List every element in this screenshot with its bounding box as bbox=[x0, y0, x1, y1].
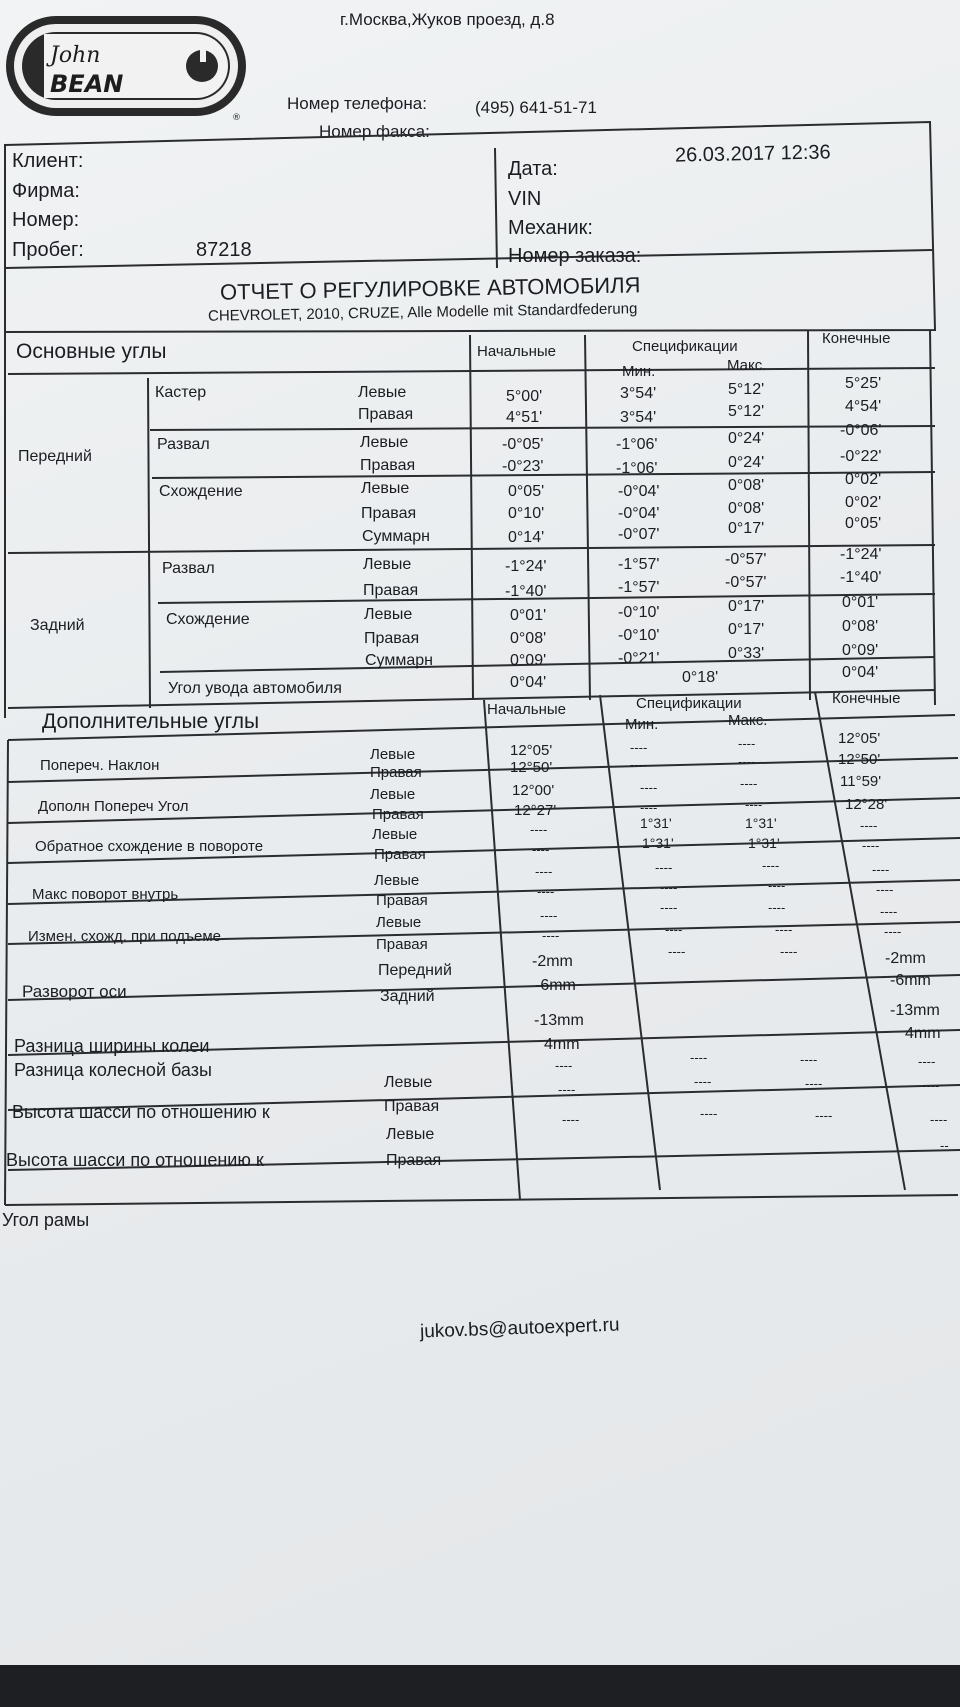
wheelbase-diff-final: 4mm bbox=[905, 1025, 941, 1042]
front-camber-right-initial: -0°23' bbox=[502, 458, 544, 475]
vin-label: VIN bbox=[508, 188, 542, 210]
ride-height-2-final-right: -- bbox=[940, 1138, 949, 1153]
max-turn-final-left: ---- bbox=[872, 862, 890, 877]
rear-camber-right-min: -1°57' bbox=[618, 579, 660, 596]
setback-rear-side: Задний bbox=[380, 988, 435, 1005]
front-camber-right-side: Правая bbox=[360, 457, 416, 474]
toe-lift-min-left: ---- bbox=[660, 900, 678, 915]
rear-camber-right-side: Правая bbox=[363, 582, 419, 599]
toe-out-left-side: Левые bbox=[372, 826, 418, 843]
ride-height-1-right-side: Правая bbox=[384, 1098, 440, 1115]
toe-lift-final-right: ---- bbox=[884, 924, 902, 939]
toe-lift-right-side: Правая bbox=[376, 936, 428, 953]
front-camber-right-min: -1°06' bbox=[616, 460, 658, 477]
rear-toe-right-min: -0°10' bbox=[618, 627, 660, 644]
company-address: г.Москва,Жуков проезд, д.8 bbox=[340, 10, 555, 29]
rear-camber-label: Развал bbox=[162, 560, 215, 577]
rear-toe-total-side: Суммарн bbox=[365, 652, 434, 669]
toe-out-initial-left: ---- bbox=[530, 822, 548, 837]
caster-label: Кастер bbox=[155, 384, 207, 401]
sai-min-left: ---- bbox=[630, 740, 648, 755]
max-turn-initial-left: ---- bbox=[535, 864, 553, 879]
extra-col-max: Макс. bbox=[728, 712, 768, 729]
front-toe-right-max: 0°08' bbox=[728, 500, 765, 517]
caster-right-max: 5°12' bbox=[728, 403, 765, 420]
max-turn-left-side: Левые bbox=[374, 872, 420, 889]
rear-camber-right-initial: -1°40' bbox=[505, 583, 547, 600]
footer-email: jukov.bs@autoexpert.ru bbox=[419, 1314, 620, 1343]
ride-height-1-initial-left: ---- bbox=[555, 1058, 573, 1073]
phone-label: Номер телефона: bbox=[287, 94, 427, 113]
rear-toe-total-initial: 0°09' bbox=[510, 652, 547, 669]
front-toe-total-final: 0°05' bbox=[845, 515, 882, 532]
ride-height-1-max-right: ---- bbox=[805, 1076, 823, 1091]
sai-max-right: ---- bbox=[738, 754, 756, 769]
setback-front-side: Передний bbox=[378, 962, 452, 979]
caster-left-final: 5°25' bbox=[845, 375, 882, 392]
front-toe-right-side: Правая bbox=[361, 505, 417, 522]
ride-height-1-left-side: Левые bbox=[384, 1074, 433, 1091]
thrust-angle-spec: 0°18' bbox=[682, 669, 719, 686]
rear-camber-right-final: -1°40' bbox=[840, 569, 882, 586]
front-camber-left-min: -1°06' bbox=[616, 436, 658, 453]
main-col-min: Мин. bbox=[622, 363, 656, 380]
rear-toe-right-initial: 0°08' bbox=[510, 630, 547, 647]
front-toe-total-min: -0°07' bbox=[618, 526, 660, 543]
rear-camber-left-initial: -1°24' bbox=[505, 558, 547, 575]
max-turn-initial-right: ---- bbox=[537, 884, 555, 899]
ride-height-1-max-left: ---- bbox=[800, 1052, 818, 1067]
rear-toe-right-final: 0°08' bbox=[842, 618, 879, 635]
front-toe-left-max: 0°08' bbox=[728, 477, 765, 494]
sai-label: Попереч. Наклон bbox=[40, 757, 160, 774]
setback-final-front: -2mm bbox=[885, 950, 926, 967]
setback-initial-front: -2mm bbox=[532, 953, 573, 970]
front-camber-left-max: 0°24' bbox=[728, 430, 765, 447]
toe-out-max-right: 1°31' bbox=[748, 835, 780, 851]
front-toe-total-max: 0°17' bbox=[728, 520, 765, 537]
firm-label: Фирма: bbox=[12, 180, 80, 202]
included-final-right: 12°28' bbox=[845, 796, 888, 813]
caster-left-side: Левые bbox=[358, 384, 407, 401]
mileage-label: Пробег: bbox=[12, 239, 84, 261]
included-right-side: Правая bbox=[372, 806, 424, 823]
sai-min-right: ---- bbox=[630, 757, 648, 772]
front-toe-right-min: -0°04' bbox=[618, 505, 660, 522]
sai-initial-left: 12°05' bbox=[510, 742, 553, 759]
toe-lift-label: Измен. схожд. при подъеме bbox=[28, 928, 222, 945]
frame-angle-label: Угол рамы bbox=[2, 1210, 90, 1230]
front-camber-label: Развал bbox=[157, 436, 210, 453]
rear-camber-left-side: Левые bbox=[363, 556, 412, 573]
ride-height-2-min-left: ---- bbox=[700, 1106, 718, 1121]
ride-height-1-final-right: ---- bbox=[922, 1078, 940, 1093]
thrust-angle-final: 0°04' bbox=[842, 664, 879, 681]
setback-label: Разворот оси bbox=[22, 982, 127, 1001]
toe-lift-max-left: ---- bbox=[768, 900, 786, 915]
included-angle-label: Дополн Попереч Угол bbox=[38, 798, 189, 815]
rear-toe-left-initial: 0°01' bbox=[510, 607, 547, 624]
front-toe-left-initial: 0°05' bbox=[508, 483, 545, 500]
rear-camber-left-max: -0°57' bbox=[725, 551, 767, 568]
max-turn-final-right: ---- bbox=[876, 882, 894, 897]
front-camber-right-max: 0°24' bbox=[728, 454, 765, 471]
max-turn-label: Макс поворот внутрь bbox=[32, 886, 179, 903]
rear-toe-left-side: Левые bbox=[364, 606, 413, 623]
toe-out-initial-right: ---- bbox=[532, 842, 550, 857]
toe-lift-left-side: Левые bbox=[376, 914, 422, 931]
extra-angles-title: Дополнительные углы bbox=[42, 710, 260, 733]
sai-max-left: ---- bbox=[738, 736, 756, 751]
rear-toe-label: Схождение bbox=[166, 611, 250, 628]
wheelbase-diff-label: Разница колесной базы bbox=[14, 1060, 212, 1080]
thrust-angle-label: Угол увода автомобиля bbox=[168, 680, 342, 697]
main-col-initial: Начальные bbox=[477, 343, 556, 360]
sai-right-side: Правая bbox=[370, 764, 422, 781]
ride-height-1-min-right: ---- bbox=[694, 1074, 712, 1089]
ride-height-2-final-left: ---- bbox=[930, 1112, 948, 1127]
track-diff-initial: -13mm bbox=[534, 1012, 584, 1029]
max-turn-max-left: ---- bbox=[762, 858, 780, 873]
extra-col-initial: Начальные bbox=[487, 701, 566, 718]
rear-toe-left-final: 0°01' bbox=[842, 594, 879, 611]
included-min-left: ---- bbox=[640, 780, 658, 795]
max-turn-right-side: Правая bbox=[376, 892, 428, 909]
mileage-value: 87218 bbox=[196, 239, 252, 261]
included-initial-left: 12°00' bbox=[512, 782, 555, 799]
wheelbase-diff-initial: 4mm bbox=[544, 1036, 580, 1053]
ride-height-2-label: Высота шасси по отношению к bbox=[6, 1150, 264, 1170]
toe-out-right-side: Правая bbox=[374, 846, 426, 863]
front-camber-right-final: -0°22' bbox=[840, 448, 882, 465]
report-subtitle: CHEVROLET, 2010, CRUZE, Alle Modelle mit Standardfederung bbox=[207, 300, 638, 325]
sai-final-left: 12°05' bbox=[838, 730, 881, 747]
rear-camber-left-min: -1°57' bbox=[618, 556, 660, 573]
extra-col-min: Мин. bbox=[625, 716, 659, 733]
ride-height-1-min-left: ---- bbox=[690, 1050, 708, 1065]
front-camber-left-side: Левые bbox=[360, 434, 409, 451]
rear-toe-right-max: 0°17' bbox=[728, 621, 765, 638]
sai-left-side: Левые bbox=[370, 746, 416, 763]
caster-right-side: Правая bbox=[358, 406, 414, 423]
setback-initial-rear: -6mm bbox=[535, 977, 576, 994]
track-diff-label: Разница ширины колеи bbox=[14, 1036, 210, 1056]
caster-left-min: 3°54' bbox=[620, 385, 657, 402]
included-final-left: 11°59' bbox=[840, 773, 882, 790]
toe-out-max-left: 1°31' bbox=[745, 815, 777, 831]
sai-final-right: 12°50' bbox=[838, 751, 881, 768]
toe-lift-min-right: ---- bbox=[665, 922, 683, 937]
max-turn-min-left: ---- bbox=[655, 860, 673, 875]
rear-toe-total-min: -0°21' bbox=[618, 650, 660, 667]
main-col-max: Макс. bbox=[727, 357, 767, 374]
front-toe-right-final: 0°02' bbox=[845, 494, 882, 511]
toe-lift-max-right: ---- bbox=[775, 922, 793, 937]
toe-lift-initial-right: ---- bbox=[542, 928, 560, 943]
rear-toe-left-min: -0°10' bbox=[618, 604, 660, 621]
max-turn-max-right: ---- bbox=[768, 878, 786, 893]
rear-toe-total-max: 0°33' bbox=[728, 645, 765, 662]
setback-min-front: ---- bbox=[668, 944, 686, 959]
phone-value: (495) 641-51-71 bbox=[475, 98, 597, 117]
included-initial-right: 12°27' bbox=[514, 802, 557, 819]
caster-right-min: 3°54' bbox=[620, 409, 657, 426]
mechanic-label: Механик: bbox=[508, 217, 593, 239]
ride-height-1-final-left: ---- bbox=[918, 1054, 936, 1069]
sai-initial-right: 12°50' bbox=[510, 759, 553, 776]
toe-out-min-right: 1°31' bbox=[642, 835, 674, 851]
front-toe-left-side: Левые bbox=[361, 480, 410, 497]
ride-height-1-label: Высота шасси по отношению к bbox=[12, 1102, 270, 1122]
included-min-right: ---- bbox=[640, 800, 658, 815]
front-toe-left-final: 0°02' bbox=[845, 471, 882, 488]
toe-out-min-left: 1°31' bbox=[640, 815, 672, 831]
extra-col-final: Конечные bbox=[832, 690, 901, 707]
svg-text:®: ® bbox=[232, 113, 241, 122]
date-label: Дата: bbox=[508, 158, 558, 180]
report-title: ОТЧЕТ О РЕГУЛИРОВКЕ АВТОМОБИЛЯ bbox=[219, 272, 641, 305]
svg-text:John: John bbox=[50, 43, 101, 68]
ride-height-2-max-left: ---- bbox=[815, 1108, 833, 1123]
rear-toe-right-side: Правая bbox=[364, 630, 420, 647]
ride-height-1-initial-right: ---- bbox=[558, 1082, 576, 1097]
fax-label: Номер факса: bbox=[319, 122, 430, 141]
caster-right-final: 4°54' bbox=[845, 398, 882, 415]
toe-lift-final-left: ---- bbox=[880, 904, 898, 919]
extra-col-specs: Спецификации bbox=[636, 695, 742, 712]
main-angles-title: Основные углы bbox=[16, 340, 167, 363]
main-col-final: Конечные bbox=[822, 330, 891, 347]
included-max-right: ---- bbox=[745, 797, 763, 812]
toe-out-final-left: ---- bbox=[860, 818, 878, 833]
front-toe-label: Схождение bbox=[159, 483, 243, 500]
order-label: Номер заказа: bbox=[508, 245, 642, 267]
rear-camber-right-max: -0°57' bbox=[725, 574, 767, 591]
front-camber-left-final: -0°06' bbox=[840, 422, 882, 439]
included-max-left: ---- bbox=[740, 776, 758, 791]
front-toe-left-min: -0°04' bbox=[618, 483, 660, 500]
thrust-angle-initial: 0°04' bbox=[510, 674, 547, 691]
max-turn-min-right: ---- bbox=[660, 880, 678, 895]
rear-toe-total-final: 0°09' bbox=[842, 642, 879, 659]
included-left-side: Левые bbox=[370, 786, 416, 803]
front-camber-left-initial: -0°05' bbox=[502, 436, 544, 453]
caster-right-initial: 4°51' bbox=[506, 409, 543, 426]
rear-camber-left-final: -1°24' bbox=[840, 546, 882, 563]
ride-height-2-initial-left: ---- bbox=[562, 1112, 580, 1127]
front-toe-right-initial: 0°10' bbox=[508, 505, 545, 522]
front-axle-label: Передний bbox=[18, 448, 92, 465]
client-label: Клиент: bbox=[12, 150, 84, 172]
toe-out-final-right: ---- bbox=[862, 838, 880, 853]
setback-max-front: ---- bbox=[780, 944, 798, 959]
track-diff-final: -13mm bbox=[890, 1002, 940, 1019]
rear-toe-left-max: 0°17' bbox=[728, 598, 765, 615]
svg-text:BEAN: BEAN bbox=[50, 70, 124, 98]
front-toe-total-initial: 0°14' bbox=[508, 529, 545, 546]
front-toe-total-side: Суммарн bbox=[362, 528, 431, 545]
date-value: 26.03.2017 12:36 bbox=[674, 141, 831, 167]
toe-out-turns-label: Обратное схождение в повороте bbox=[35, 838, 264, 855]
setback-final-rear: -6mm bbox=[890, 972, 931, 989]
main-col-specs: Спецификации bbox=[632, 338, 738, 355]
caster-left-initial: 5°00' bbox=[506, 388, 543, 405]
rear-axle-label: Задний bbox=[30, 617, 85, 634]
caster-left-max: 5°12' bbox=[728, 381, 765, 398]
ride-height-2-left-side: Левые bbox=[386, 1126, 435, 1143]
number-label: Номер: bbox=[12, 209, 80, 231]
toe-lift-initial-left: ---- bbox=[540, 908, 558, 923]
ride-height-2-right-side: Правая bbox=[386, 1152, 442, 1169]
